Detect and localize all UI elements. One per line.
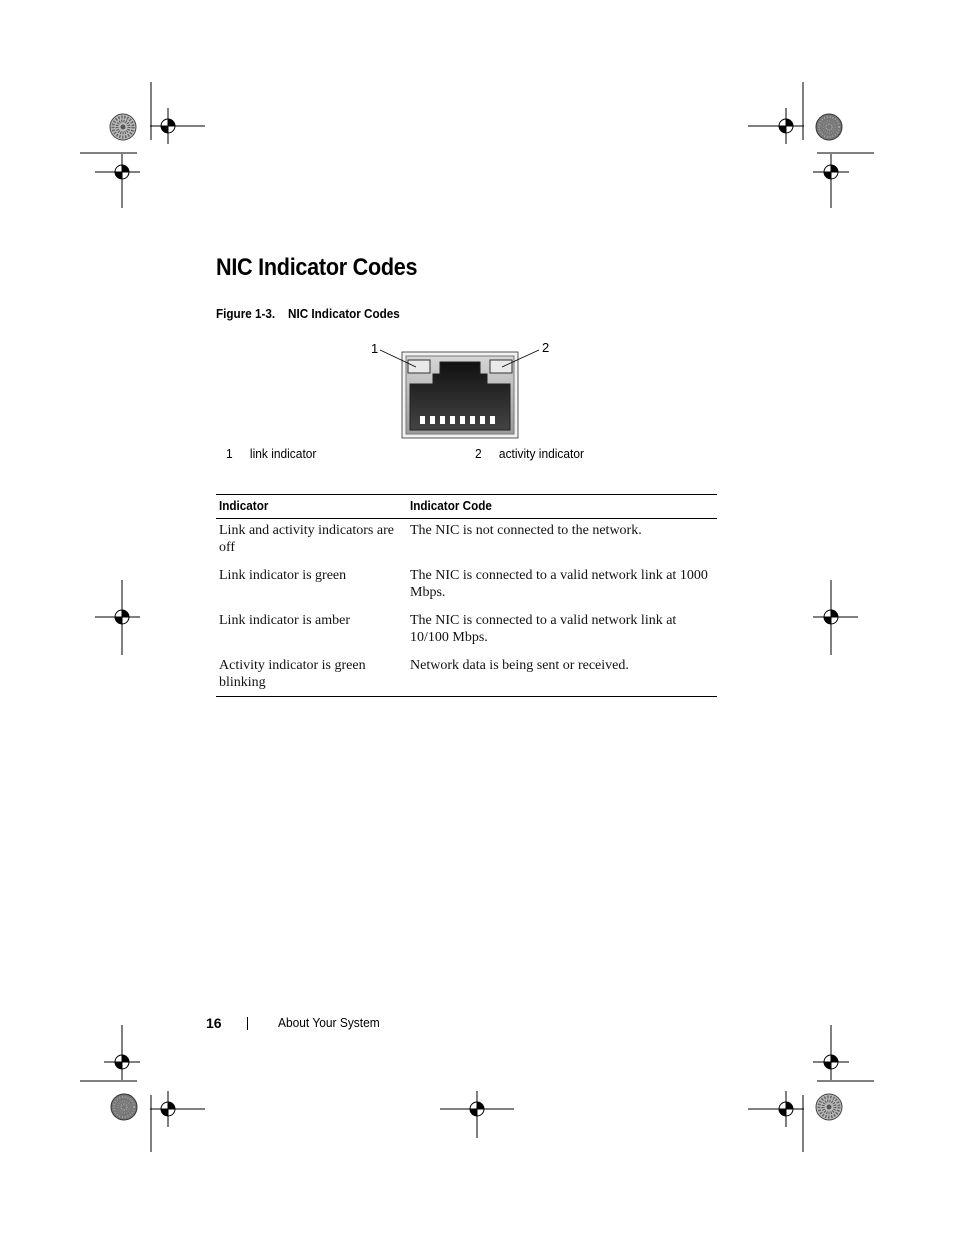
code-cell: The NIC is connected to a valid network link at 1000 Mbps.	[410, 568, 708, 600]
legend-item	[226, 446, 316, 461]
indicator-cell: Link indicator is green	[219, 568, 347, 583]
legend-number: 2	[475, 446, 482, 461]
legend-label: link indicator	[249, 446, 317, 461]
page-number: 16	[206, 1015, 222, 1031]
indicator-cell: Link indicator is amber	[219, 613, 351, 628]
footer-divider	[247, 1017, 248, 1030]
link-indicator-led	[408, 360, 430, 373]
callout-2: 2	[542, 340, 550, 355]
callout-1: 1	[371, 341, 379, 356]
figure-number: Figure 1-3.	[216, 306, 276, 321]
code-cell: The NIC is not connected to the network.	[410, 523, 642, 538]
column-header: Indicator Code	[407, 495, 717, 519]
indicator-cell: Link and activity indicators are off	[219, 523, 394, 555]
table-row	[216, 564, 717, 609]
code-cell: The NIC is connected to a valid network link at 10/100 Mbps.	[410, 613, 677, 645]
table-row	[216, 654, 717, 697]
column-header: Indicator	[216, 495, 407, 519]
figure-caption	[216, 306, 400, 321]
table-row	[216, 609, 717, 654]
figure-title: NIC Indicator Codes	[288, 306, 400, 321]
legend-number: 1	[226, 446, 233, 461]
legend-item	[475, 446, 584, 461]
nic-connector-illustration	[360, 336, 560, 446]
indicator-cell: Activity indicator is green blinking	[216, 654, 407, 697]
indicator-codes-table	[216, 494, 717, 697]
code-cell: Network data is being sent or received.	[407, 654, 717, 697]
table-row	[216, 519, 717, 565]
activity-indicator-led	[490, 360, 512, 373]
table-header-row	[216, 495, 717, 519]
page-title: NIC Indicator Codes	[216, 254, 418, 281]
footer-section-name: About Your System	[278, 1015, 380, 1030]
legend-label: activity indicator	[498, 446, 585, 461]
